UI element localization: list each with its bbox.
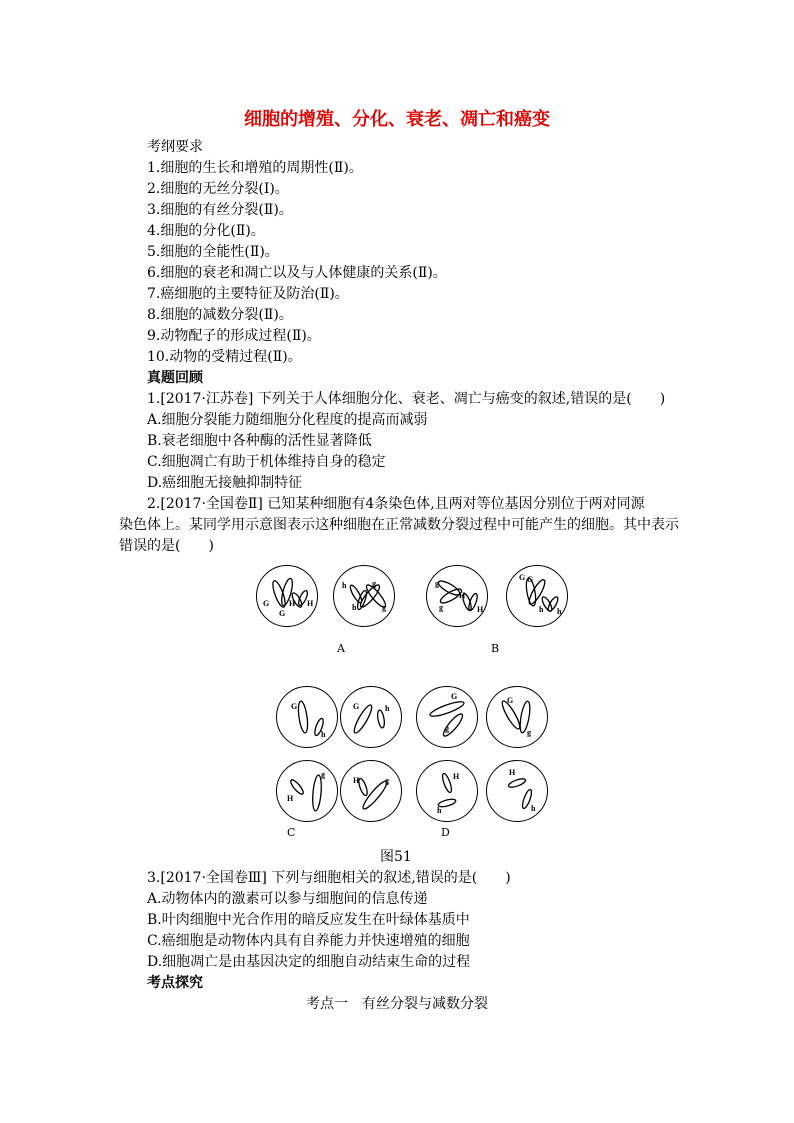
svg-text:H: H (307, 599, 314, 608)
q3-stem: 3.[2017·全国卷Ⅲ] 下列与细胞相关的叙述,错误的是( ) (147, 870, 511, 886)
syllabus-item: 7.癌细胞的主要特征及防治(Ⅱ)。 (147, 286, 349, 302)
review-heading: 真题回顾 (147, 370, 203, 386)
figure-label-c: C (287, 826, 296, 839)
svg-text:h: h (385, 704, 390, 713)
q1-option: C.细胞凋亡有助于机体维持自身的稳定 (147, 454, 386, 470)
chromosome-drawing (427, 566, 487, 626)
explore-heading: 考点探究 (147, 975, 203, 991)
chromosome-drawing (277, 761, 337, 821)
figure-caption: 图51 (380, 849, 412, 865)
syllabus-item: 4.细胞的分化(Ⅱ)。 (147, 223, 265, 239)
chromosome-drawing (341, 687, 401, 747)
svg-text:G: G (519, 573, 526, 582)
svg-text:G: G (263, 599, 270, 608)
svg-text:g: g (527, 728, 531, 737)
svg-text:h: h (531, 804, 536, 813)
svg-text:G: G (451, 692, 458, 701)
q1-option: D.癌细胞无接触抑制特征 (147, 475, 303, 491)
svg-text:H: H (353, 776, 360, 785)
svg-text:h: h (437, 806, 442, 815)
svg-text:h: h (557, 607, 562, 616)
svg-text:H: H (477, 605, 484, 614)
svg-text:H: H (459, 591, 466, 600)
figure-label-d: D (441, 826, 450, 839)
chromosome-drawing (487, 761, 547, 821)
cell-diagram (426, 565, 488, 627)
chromosome-drawing (487, 687, 547, 747)
q2-stem-line: 错误的是( ) (119, 538, 214, 554)
figure-label-b: B (491, 642, 500, 655)
chromosome-drawing (257, 566, 317, 626)
svg-text:G: G (527, 575, 534, 584)
syllabus-item: 1.细胞的生长和增殖的周期性(Ⅱ)。 (147, 160, 363, 176)
syllabus-heading: 考纲要求 (147, 139, 203, 155)
q1-option: B.衰老细胞中各种酶的活性显著降低 (147, 433, 372, 449)
figure-label-a: A (337, 642, 345, 655)
svg-text:H: H (287, 794, 294, 803)
chromosome-drawing (507, 566, 567, 626)
cell-diagram (486, 760, 548, 822)
section-title: 考点一 有丝分裂与减数分裂 (306, 996, 488, 1012)
cell-diagram (276, 686, 338, 748)
svg-text:G: G (291, 702, 298, 711)
chromosome-drawing (334, 566, 394, 626)
svg-text:H: H (453, 772, 460, 781)
syllabus-item: 10.动物的受精过程(Ⅱ)。 (147, 349, 302, 365)
page-title: 细胞的增殖、分化、衰老、凋亡和癌变 (244, 109, 550, 130)
svg-text:G: G (279, 609, 286, 618)
cell-diagram (340, 686, 402, 748)
cell-diagram (333, 565, 395, 627)
chromosome-drawing (277, 687, 337, 747)
q1-stem: 1.[2017·江苏卷] 下列关于人体细胞分化、衰老、凋亡与癌变的叙述,错误的是( ) (147, 391, 666, 407)
svg-text:g: g (445, 724, 449, 733)
cell-diagram (416, 686, 478, 748)
chromosome-drawing (341, 761, 401, 821)
svg-text:H: H (289, 599, 296, 608)
chromosome-drawing (417, 687, 477, 747)
q1-option: A.细胞分裂能力随细胞分化程度的提高而减弱 (147, 412, 428, 428)
syllabus-item: 8.细胞的减数分裂(Ⅱ)。 (147, 307, 293, 323)
svg-text:g: g (435, 579, 439, 588)
svg-text:h: h (342, 581, 347, 590)
svg-text:H: H (509, 768, 516, 777)
svg-text:g: g (321, 770, 325, 779)
svg-text:g: g (439, 603, 443, 612)
cell-diagram (340, 760, 402, 822)
syllabus-item: 5.细胞的全能性(Ⅱ)。 (147, 244, 279, 260)
cell-diagram (276, 760, 338, 822)
cell-diagram (256, 565, 318, 627)
q3-option: B.叶肉细胞中光合作用的暗反应发生在叶绿体基质中 (147, 912, 470, 928)
cell-diagram (416, 760, 478, 822)
syllabus-item: 9.动物配子的形成过程(Ⅱ)。 (147, 328, 321, 344)
svg-text:h: h (352, 603, 357, 612)
svg-text:G: G (353, 702, 360, 711)
cell-diagram (506, 565, 568, 627)
chromosome-drawing (417, 761, 477, 821)
syllabus-item: 2.细胞的无丝分裂(Ⅰ)。 (147, 181, 289, 197)
q2-stem-line: 2.[2017·全国卷Ⅱ] 已知某种细胞有4条染色体,且两对等位基因分别位于两对同源 (147, 496, 645, 512)
svg-text:G: G (507, 696, 514, 705)
syllabus-item: 6.细胞的衰老和凋亡以及与人体健康的关系(Ⅱ)。 (147, 265, 447, 281)
q3-option: A.动物体内的激素可以参与细胞间的信息传递 (147, 891, 428, 907)
q3-option: C.癌细胞是动物体内具有自养能力并快速增殖的细胞 (147, 933, 470, 949)
cell-diagram (486, 686, 548, 748)
syllabus-item: 3.细胞的有丝分裂(Ⅱ)。 (147, 202, 293, 218)
svg-text:g: g (382, 603, 386, 612)
q2-stem-line: 染色体上。某同学用示意图表示这种细胞在正常减数分裂过程中可能产生的细胞。其中表示 (119, 517, 679, 533)
svg-text:h: h (321, 730, 326, 739)
svg-text:g: g (385, 776, 389, 785)
svg-text:h: h (539, 605, 544, 614)
svg-text:g: g (372, 579, 376, 588)
q3-option: D.细胞凋亡是由基因决定的细胞自动结束生命的过程 (147, 954, 471, 970)
